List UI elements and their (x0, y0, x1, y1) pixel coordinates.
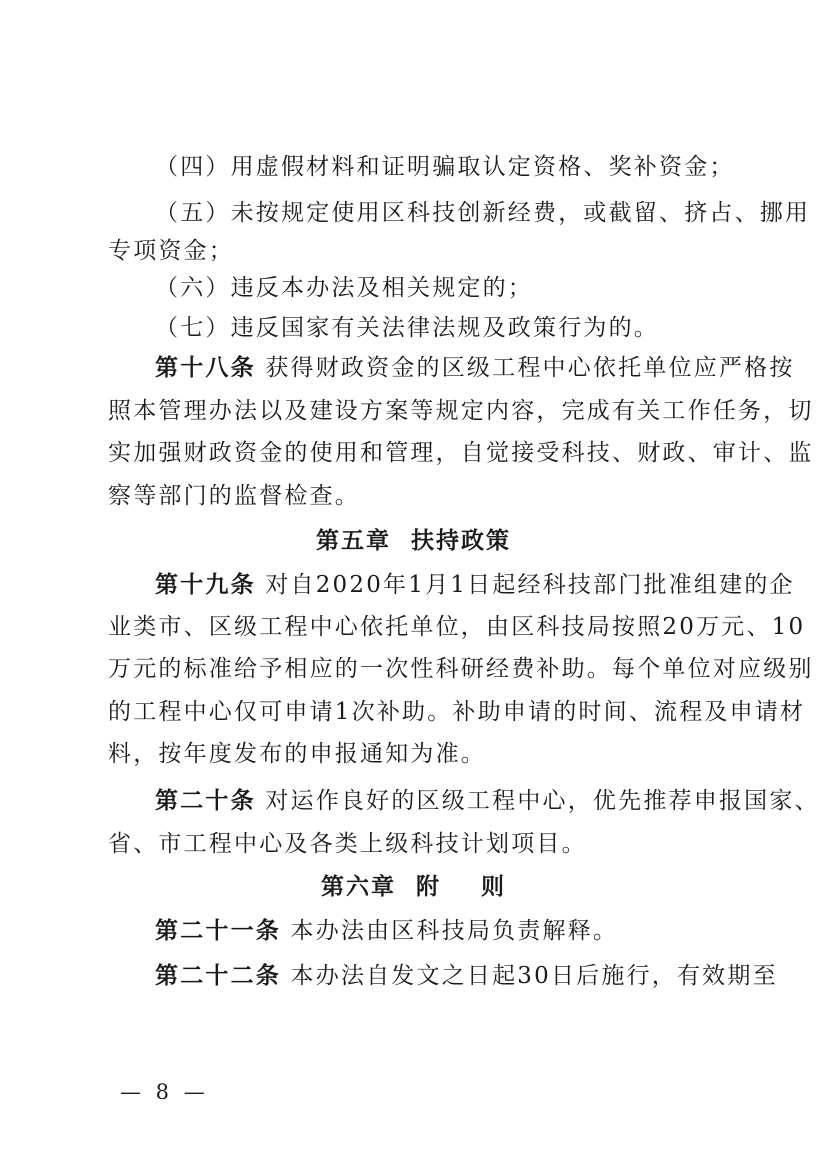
article-18-line: 实加强财政资金的使用和管理，自觉接受科技、财政、审计、监 (108, 440, 814, 466)
article-19-line: 的工程中心仅可申请1次补助。补助申请的时间、流程及申请材 (108, 699, 806, 725)
article-19-text: 对自2020年1月1日起经科技部门批准组建的企 (255, 572, 795, 598)
article-21-label: 第二十一条 (155, 918, 281, 944)
article-22-text: 本办法自发文之日起30日后施行，有效期至 (281, 963, 778, 989)
article-18-line: 察等部门的监督检查。 (108, 483, 360, 509)
list-item-7: （七）违反国家有关法律法规及政策行为的。 (155, 315, 659, 341)
list-item-4: （四）用虚假材料和证明骗取认定资格、奖补资金； (155, 154, 735, 180)
article-19-line: 料，按年度发布的申报通知为准。 (108, 741, 486, 767)
article-20-label: 第二十条 (155, 788, 256, 814)
list-item-6: （六）违反本办法及相关规定的； (155, 275, 533, 301)
article-21-line (155, 916, 618, 946)
article-19-first-line (155, 570, 795, 600)
article-18-first-line (155, 353, 795, 383)
article-19-line: 万元的标准给予相应的一次性科研经费补助。每个单位对应级别 (108, 656, 814, 682)
chapter-5-heading: 第五章 扶持政策 (315, 528, 511, 554)
list-item-5-continuation: 专项资金； (108, 238, 234, 264)
chapter-6-heading: 第六章 附 则 (320, 874, 507, 900)
article-19-line: 业类市、区级工程中心依托单位，由区科技局按照20万元、10 (108, 614, 806, 640)
list-item-5: （五）未按规定使用区科技创新经费，或截留、挤占、挪用 (155, 200, 811, 226)
page-number: — 8 — (120, 1080, 209, 1104)
article-20-text: 对运作良好的区级工程中心，优先推荐申报国家、 (255, 788, 820, 814)
article-20-line: 省、市工程中心及各类上级科技计划项目。 (108, 831, 587, 857)
article-21-text: 本办法由区科技局负责解释。 (281, 918, 619, 944)
article-19-label: 第十九条 (155, 572, 256, 598)
article-18-label: 第十八条 (155, 355, 256, 381)
article-18-text: 获得财政资金的区级工程中心依托单位应严格按 (255, 355, 795, 381)
article-22-line (155, 961, 778, 991)
article-22-label: 第二十二条 (155, 963, 281, 989)
article-18-line: 照本管理办法以及建设方案等规定内容，完成有关工作任务，切 (108, 398, 814, 424)
article-20-first-line (155, 786, 820, 816)
